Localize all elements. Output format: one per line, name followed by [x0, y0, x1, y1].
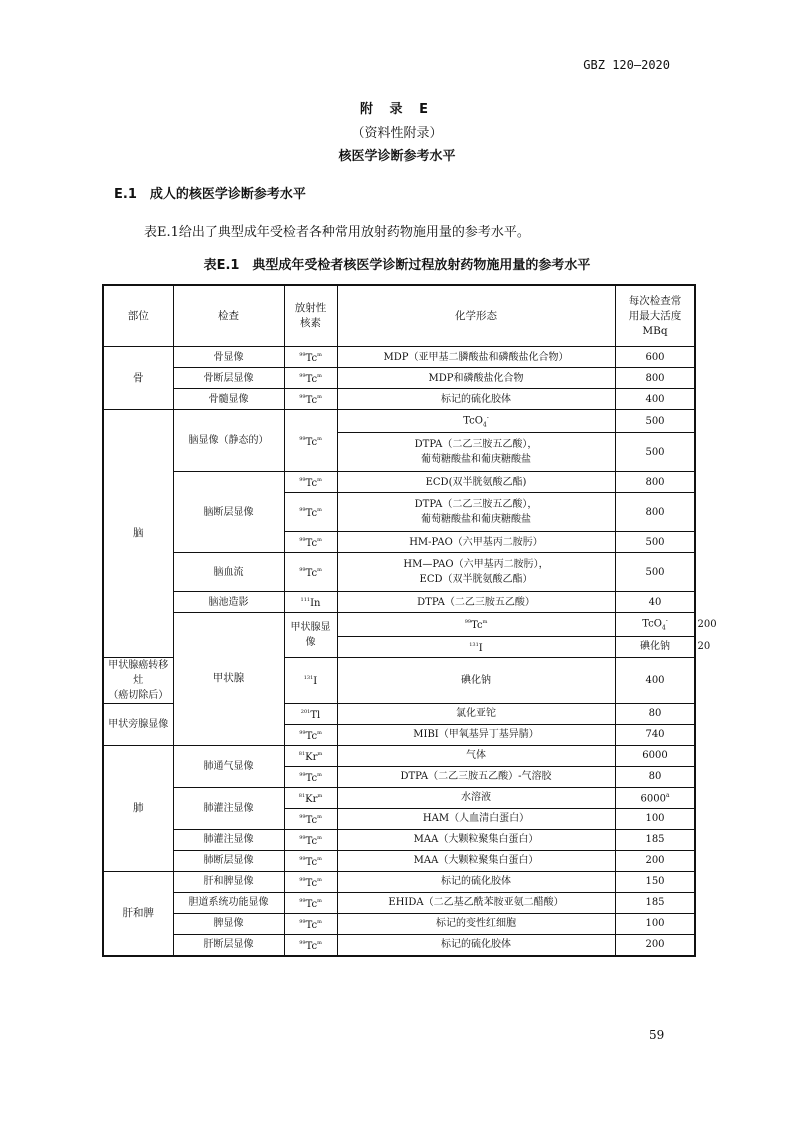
form-cell: DTPA（二乙三胺五乙酸）， 葡萄糖酸盐和葡庚糖酸盐	[337, 433, 615, 472]
exam-cell: 脾显像	[173, 913, 284, 934]
form-cell: DTPA（二乙三胺五乙酸）-气溶胶	[337, 766, 615, 787]
activity-cell: 200	[615, 850, 695, 871]
exam-cell: 胆道系统功能显像	[173, 892, 284, 913]
table-row	[103, 850, 695, 871]
table-row	[103, 787, 695, 808]
nuclide-cell: $^{111}$In	[284, 592, 337, 613]
nuclide-cell: $^{81}$Kr$^m$	[284, 745, 337, 766]
form-cell: HAM（人血清白蛋白）	[337, 808, 615, 829]
nuclide-cell: $^{99}$Tc$^m$	[284, 389, 337, 410]
exam-cell: 肺断层显像	[173, 850, 284, 871]
table-header-row	[103, 285, 695, 347]
activity-cell: 400	[615, 657, 695, 703]
col-nuclide	[284, 285, 337, 347]
form-cell: 标记的硫化胶体	[337, 934, 615, 956]
activity-cell: 185	[615, 892, 695, 913]
organ-cell: 肺	[103, 745, 173, 871]
nuclide-cell: $^{99}$Tc$^m$	[337, 613, 615, 636]
form-cell: 气体	[337, 745, 615, 766]
nuclide-cell: $^{99}$Tc$^m$	[284, 532, 337, 553]
appendix-title: 附 录 E	[360, 102, 434, 117]
nuclide-cell: $^{99}$Tc$^m$	[284, 724, 337, 745]
table-row	[103, 745, 695, 766]
nuclide-cell: $^{81}$Kr$^m$	[284, 787, 337, 808]
nuclide-cell: $^{99}$Tc$^m$	[284, 493, 337, 532]
exam-cell: 肺通气显像	[173, 745, 284, 787]
form-cell: 标记的硫化胶体	[337, 871, 615, 892]
table-row	[103, 592, 695, 613]
nuclide-cell: $^{99}$Tc$^m$	[284, 368, 337, 389]
col-activity-line1: 每次检查常	[628, 294, 682, 307]
nuclide-cell: $^{99}$Tc$^m$	[284, 913, 337, 934]
nuclide-cell: $^{99}$Tc$^m$	[284, 410, 337, 472]
table-row: $^{131}$I 碘化钠 20	[103, 636, 695, 657]
col-nuclide-line1: 放射性	[294, 302, 327, 314]
col-activity-unit: MBq	[642, 324, 668, 337]
intro-paragraph: 表E.1给出了典型成年受检者各种常用放射药物施用量的参考水平。	[144, 225, 530, 240]
exam-cell: 肺灌注显像	[173, 829, 284, 850]
col-nuclide-line2: 核素	[300, 317, 321, 329]
table-row	[103, 472, 695, 493]
exam-cell: 脑血流	[173, 553, 284, 592]
exam-cell: 肺灌注显像	[173, 787, 284, 829]
form-cell: MIBI（甲氧基异丁基异腈）	[337, 724, 615, 745]
activity-cell: 400	[615, 389, 695, 410]
table-row	[103, 829, 695, 850]
form-cell: DTPA（二乙三胺五乙酸）	[337, 592, 615, 613]
activity-cell: 40	[615, 592, 695, 613]
activity-cell: 6000	[615, 745, 695, 766]
reference-level-table	[102, 284, 717, 957]
organ-cell: 肝和脾	[103, 871, 173, 956]
nuclide-cell: $^{99}$Tc$^m$	[284, 871, 337, 892]
col-activity-line2: 用最大活度	[628, 309, 682, 322]
exam-cell: 脑池造影	[173, 592, 284, 613]
nuclide-cell: $^{131}$I	[337, 636, 615, 657]
form-cell: 碘化钠	[337, 657, 615, 703]
form-cell: MDP和磷酸盐化合物	[337, 368, 615, 389]
form-cell: HM-PAO（六甲基丙二胺肟）	[337, 532, 615, 553]
activity-cell: 6000$^a$	[615, 787, 695, 808]
activity-cell: 500	[615, 410, 695, 433]
exam-cell: 甲状腺显像	[284, 613, 337, 657]
organ-cell: 骨	[103, 347, 173, 410]
exam-cell: 骨断层显像	[173, 368, 284, 389]
col-exam: 检查	[173, 285, 284, 347]
exam-cell: 肝断层显像	[173, 934, 284, 956]
exam-cell: 脑断层显像	[173, 472, 284, 553]
nuclide-cell: $^{99}$Tc$^m$	[284, 808, 337, 829]
nuclide-cell: $^{99}$Tc$^m$	[284, 829, 337, 850]
nuclide-cell: $^{201}$Tl	[284, 703, 337, 724]
activity-cell: 740	[615, 724, 695, 745]
activity-cell: 800	[615, 472, 695, 493]
form-cell: HM—PAO（六甲基丙二胺肟）， ECD（双半胱氨酸乙酯）	[337, 553, 615, 592]
organ-cell: 脑	[103, 410, 173, 658]
activity-cell: 200	[615, 934, 695, 956]
activity-cell: 185	[615, 829, 695, 850]
table-row	[103, 892, 695, 913]
form-cell: ECD(双半胱氨酸乙酯)	[337, 472, 615, 493]
nuclide-cell: $^{99}$Tc$^m$	[284, 347, 337, 368]
form-cell: 标记的硫化胶体	[337, 389, 615, 410]
activity-cell: 800	[615, 493, 695, 532]
form-cell: DTPA（二乙三胺五乙酸）， 葡萄糖酸盐和葡庚糖酸盐	[337, 493, 615, 532]
nuclide-cell: $^{99}$Tc$^m$	[284, 472, 337, 493]
form-cell: 碘化钠	[615, 636, 695, 657]
exam-cell: 骨髓显像	[173, 389, 284, 410]
col-form: 化学形态	[337, 285, 615, 347]
standard-number: GBZ 120—2020	[583, 58, 670, 72]
nuclide-cell: $^{99}$Tc$^m$	[284, 892, 337, 913]
activity-cell: 500	[615, 433, 695, 472]
activity-cell: 100	[615, 913, 695, 934]
page-number: 59	[649, 1028, 665, 1042]
activity-cell: 600	[615, 347, 695, 368]
form-cell: TcO$_4$-	[615, 613, 695, 636]
form-cell: EHIDA（二乙基乙酰苯胺亚氨二醋酸）	[337, 892, 615, 913]
table-row	[103, 368, 695, 389]
organ-cell: 甲状腺	[173, 613, 284, 745]
appendix-subtitle: （资料性附录）	[351, 126, 443, 141]
col-organ: 部位	[103, 285, 173, 347]
form-cell: TcO$_4$-	[337, 410, 615, 433]
activity-cell: 800	[615, 368, 695, 389]
activity-cell: 150	[615, 871, 695, 892]
nuclide-cell: $^{99}$Tc$^m$	[284, 850, 337, 871]
form-cell: 水溶液	[337, 787, 615, 808]
form-cell: MAA（大颗粒聚集白蛋白）	[337, 850, 615, 871]
exam-cell: 骨显像	[173, 347, 284, 368]
form-cell: MDP（亚甲基二膦酸盐和磷酸盐化合物）	[337, 347, 615, 368]
nuclide-cell: $^{99}$Tc$^m$	[284, 766, 337, 787]
nuclide-cell: $^{131}$I	[284, 657, 337, 703]
table-row	[103, 553, 695, 592]
exam-cell: 甲状腺癌转移灶 （癌切除后）	[103, 657, 173, 703]
form-cell: 标记的变性红细胞	[337, 913, 615, 934]
activity-cell: 80	[615, 766, 695, 787]
exam-cell: 甲状旁腺显像	[103, 703, 173, 745]
section-heading: E.1 成人的核医学诊断参考水平	[114, 187, 306, 202]
activity-cell: 100	[615, 808, 695, 829]
nuclide-cell: $^{99}$Tc$^m$	[284, 553, 337, 592]
appendix-name: 核医学诊断参考水平	[338, 149, 456, 164]
activity-cell: 500	[615, 553, 695, 592]
table-row	[103, 389, 695, 410]
activity-cell: 500	[615, 532, 695, 553]
exam-cell: 脑显像（静态的）	[173, 410, 284, 472]
col-activity	[615, 285, 695, 347]
activity-cell: 80	[615, 703, 695, 724]
table-row: 甲状腺 甲状腺显像 $^{99}$Tc$^m$ TcO$_4$- 200	[103, 613, 695, 636]
nuclide-cell: $^{99}$Tc$^m$	[284, 934, 337, 956]
form-cell: MAA（大颗粒聚集白蛋白）	[337, 829, 615, 850]
table-row	[103, 913, 695, 934]
form-cell: 氯化亚铊	[337, 703, 615, 724]
table-row	[103, 871, 695, 892]
table-row	[103, 934, 695, 956]
table-row	[103, 410, 695, 433]
table-row	[103, 347, 695, 368]
table-caption: 表E.1 典型成年受检者核医学诊断过程放射药物施用量的参考水平	[203, 258, 591, 273]
exam-cell: 肝和脾显像	[173, 871, 284, 892]
